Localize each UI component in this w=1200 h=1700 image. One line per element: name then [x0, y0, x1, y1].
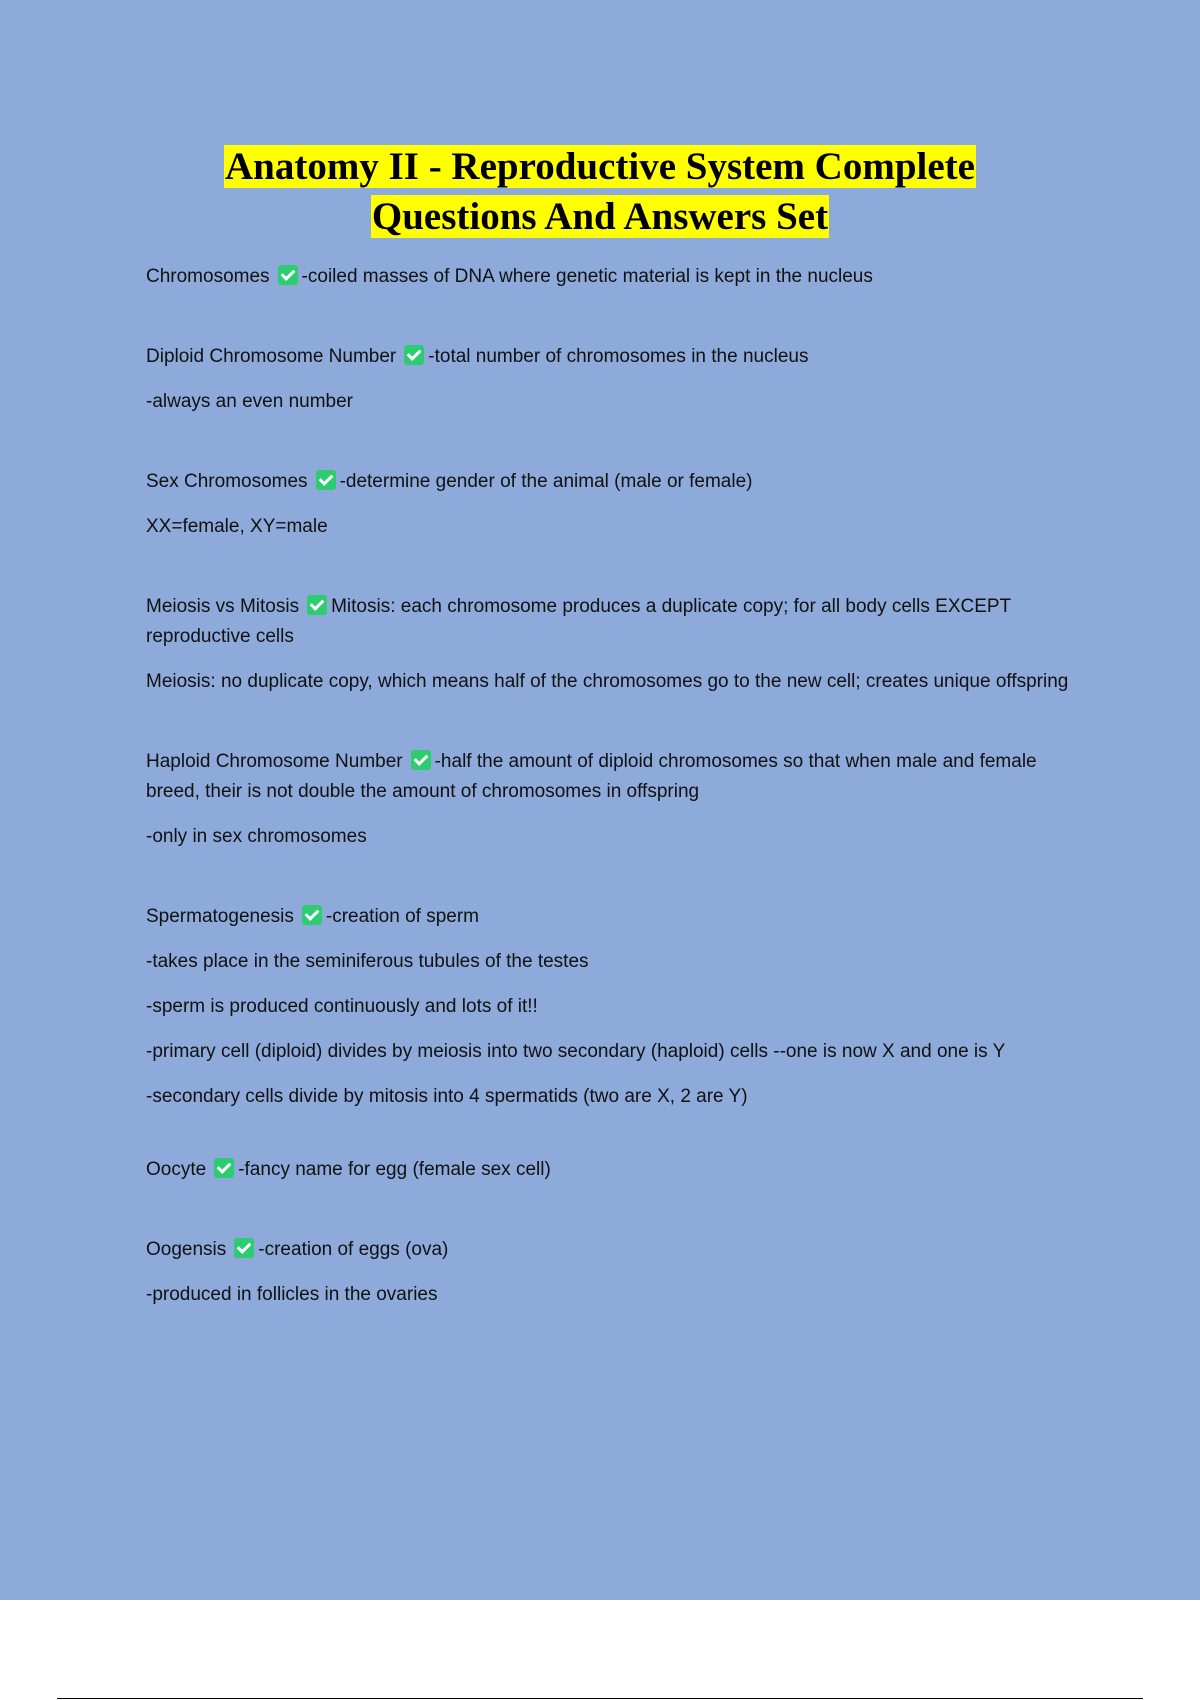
qa-entry — [146, 592, 1076, 697]
checkmark-icon — [411, 750, 431, 770]
qa-detail-line: -primary cell (diploid) divides by meiosis into two secondary (haploid) cells --one is now X and one is Y — [146, 1041, 1006, 1062]
qa-detail-line: -secondary cells divide by mitosis into 4 spermatids (two are X, 2 are Y) — [146, 1086, 748, 1107]
qa-question-line — [146, 747, 1076, 807]
qa-detail-line: -produced in follicles in the ovaries — [146, 1284, 438, 1305]
qa-entry — [146, 1235, 1076, 1310]
qa-question-line — [146, 467, 1076, 497]
qa-detail-line: XX=female, XY=male — [146, 516, 328, 537]
qa-entry — [146, 747, 1076, 852]
qa-detail-line: -takes place in the seminiferous tubules of the testes — [146, 951, 589, 972]
checkmark-icon — [234, 1238, 254, 1258]
qa-entry — [146, 902, 1076, 1112]
qa-detail-line: -always an even number — [146, 391, 353, 412]
qa-term: Oogensis — [146, 1239, 227, 1260]
checkmark-icon — [307, 595, 327, 615]
qa-question-line — [146, 342, 1076, 372]
qa-question-line — [146, 1235, 1076, 1265]
title-line-1: Anatomy II - Reproductive System Complete — [225, 145, 975, 188]
qa-answer: -determine gender of the animal (male or female) — [339, 471, 753, 492]
checkmark-icon — [404, 345, 424, 365]
qa-entry — [146, 342, 1076, 417]
qa-answer: -half the amount of diploid chromosomes so that when male and female breed, their is not double the amount of chromosomes in offspring — [146, 751, 1037, 802]
qa-list — [146, 262, 1076, 1325]
qa-term: Meiosis vs Mitosis — [146, 596, 300, 617]
qa-entry — [146, 467, 1076, 542]
qa-term: Diploid Chromosome Number — [146, 346, 397, 367]
qa-term: Sex Chromosomes — [146, 471, 308, 492]
qa-answer: -creation of sperm — [325, 906, 479, 927]
qa-entry — [146, 1155, 1076, 1185]
footer-divider — [57, 1698, 1143, 1699]
qa-detail-line: -only in sex chromosomes — [146, 826, 367, 847]
qa-detail-line: Meiosis: no duplicate copy, which means half of the chromosomes go to the new cell; creates unique offspring — [146, 671, 1069, 692]
qa-question-line — [146, 592, 1076, 652]
checkmark-icon — [214, 1158, 234, 1178]
qa-question-line — [146, 902, 1076, 932]
qa-term: Haploid Chromosome Number — [146, 751, 403, 772]
checkmark-icon — [302, 905, 322, 925]
qa-answer: -total number of chromosomes in the nucleus — [428, 346, 809, 367]
qa-term: Oocyte — [146, 1159, 207, 1180]
qa-detail-line: -sperm is produced continuously and lots of it!! — [146, 996, 538, 1017]
qa-question-line — [146, 1155, 1076, 1185]
title-line-2: Questions And Answers Set — [371, 195, 829, 238]
qa-answer: -coiled masses of DNA where genetic material is kept in the nucleus — [301, 266, 873, 287]
qa-answer: -fancy name for egg (female sex cell) — [238, 1159, 551, 1180]
checkmark-icon — [278, 265, 298, 285]
qa-answer: -creation of eggs (ova) — [258, 1239, 449, 1260]
qa-question-line — [146, 262, 1076, 292]
qa-answer: Mitosis: each chromosome produces a duplicate copy; for all body cells EXCEPT reproductive cells — [146, 596, 1011, 647]
document-title — [0, 142, 1200, 242]
qa-term: Chromosomes — [146, 266, 270, 287]
checkmark-icon — [316, 470, 336, 490]
qa-term: Spermatogenesis — [146, 906, 294, 927]
qa-entry — [146, 262, 1076, 292]
